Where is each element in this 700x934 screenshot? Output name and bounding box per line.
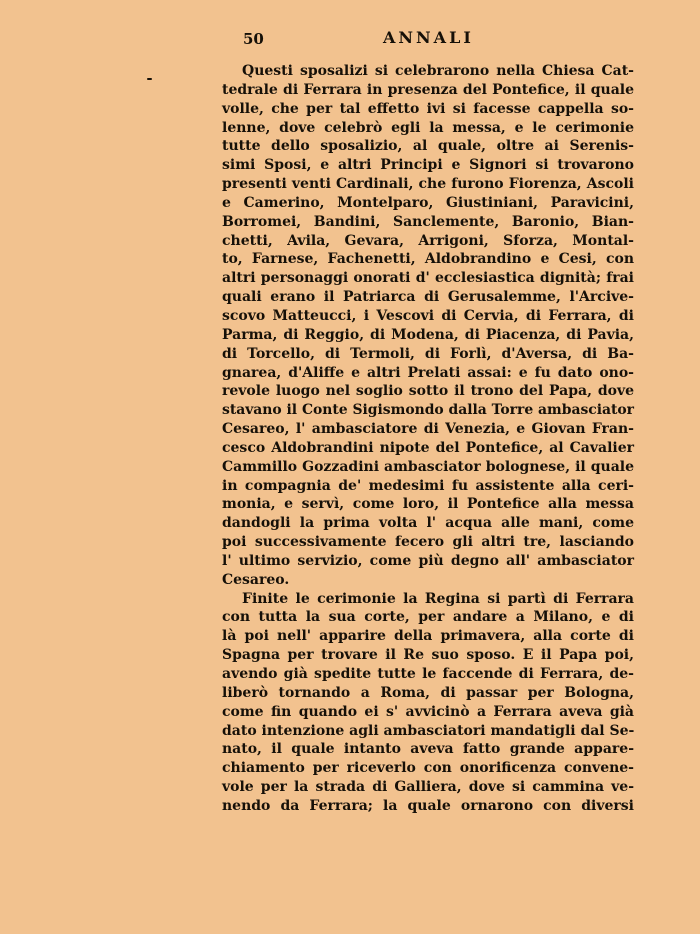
text-line: di Torcello, di Termoli, di Forlì, d'Aversa, di Ba- <box>222 345 634 362</box>
text-line: gnarea, d'Aliffe e altri Prelati assai: e fu dato ono- <box>222 364 634 381</box>
text-line: come fin quando ei s' avvicinò a Ferrara aveva già <box>222 703 634 720</box>
text-line: Spagna per trovare il Re suo sposo. E il Papa poi, <box>222 647 634 664</box>
text-line: e Camerino, Montelparo, Giustiniani, Paravicini, <box>222 194 634 211</box>
text-line: simi Sposi, e altri Principi e Signori si trovarono <box>222 157 634 174</box>
text-line: là poi nell' apparire della primavera, alla corte di <box>222 628 634 645</box>
text-line: nato, il quale intanto aveva fatto grande appare- <box>222 741 634 758</box>
text-line: stavano il Conte Sigismondo dalla Torre ambasciator <box>222 402 634 419</box>
running-title: ANNALI <box>383 28 474 47</box>
paragraph <box>222 62 634 590</box>
text-line: volle, che per tal effetto ivi si facesse cappella so- <box>222 100 634 117</box>
text-line: chiamento per riceverlo con onorificenza convene- <box>222 760 634 777</box>
text-line: lenne, dove celebrò egli la messa, e le cerimonie <box>222 119 634 136</box>
text-line: Questi sposalizi si celebrarono nella Chiesa Cat- <box>242 63 634 79</box>
text-line: dato intenzione agli ambasciatori mandatigli dal Se- <box>222 722 635 739</box>
text-line: tutte dello sposalizio, al quale, oltre ai Serenis- <box>222 138 634 155</box>
text-line: revole luogo nel soglio sotto il trono del Papa, dove <box>222 383 634 400</box>
text-line: Finite le cerimonie la Regina si partì di Ferrara <box>242 590 634 607</box>
text-line: in compagnia de' medesimi fu assistente alla ceri- <box>222 477 634 494</box>
text-line: chetti, Avila, Gevara, Arrigoni, Sforza, Montal- <box>222 232 634 249</box>
text-line: monia, e servì, come loro, il Pontefice alla messa <box>222 496 634 513</box>
text-line: scovo Matteucci, i Vescovi di Cervia, di Ferrara, di <box>222 307 634 324</box>
text-line: l' ultimo servizio, come più degno all' ambasciator <box>222 552 634 569</box>
text-line: altri personaggi onorati d' ecclesiastica dignità; frai <box>222 270 634 287</box>
text-line: Cammillo Gozzadini ambasciator bolognese, il quale <box>222 458 634 475</box>
text-line: Borromei, Bandini, Sanclemente, Baronio, Bian- <box>222 213 634 230</box>
page-header <box>243 28 513 52</box>
text-line: poi successivamente fecero gli altri tre, lasciando <box>222 534 634 551</box>
paragraph <box>222 590 634 816</box>
text-line: dandogli la prima volta l' acqua alle mani, come <box>222 515 634 532</box>
page-number: 50 <box>243 30 264 48</box>
text-line: Parma, di Reggio, di Modena, di Piacenza, di Pavia, <box>222 326 634 343</box>
text-line: quali erano il Patriarca di Gerusalemme, l'Arcive- <box>222 289 634 306</box>
body-text <box>222 62 634 816</box>
text-line: nendo da Ferrara; la quale ornarono con diversi <box>222 797 634 814</box>
text-line: vole per la strada di Galliera, dove si cammina ve- <box>222 779 634 796</box>
text-line: liberò tornando a Roma, di passar per Bologna, <box>222 684 634 701</box>
text-line: Cesareo. <box>222 571 290 588</box>
text-line: Cesareo, l' ambasciatore di Venezia, e Giovan Fran- <box>222 421 634 438</box>
text-line: con tutta la sua corte, per andare a Milano, e di <box>222 609 634 626</box>
text-line: tedrale di Ferrara in presenza del Pontefice, il quale <box>222 81 634 98</box>
text-line: avendo già spedite tutte le faccende di Ferrara, de- <box>222 666 634 682</box>
ink-speck <box>147 78 152 80</box>
text-line: to, Farnese, Fachenetti, Aldobrandino e Cesi, con <box>222 251 634 268</box>
text-line: cesco Aldobrandini nipote del Pontefice, al Cavalier <box>222 439 634 456</box>
text-line: presenti venti Cardinali, che furono Fiorenza, Ascoli <box>222 176 634 193</box>
